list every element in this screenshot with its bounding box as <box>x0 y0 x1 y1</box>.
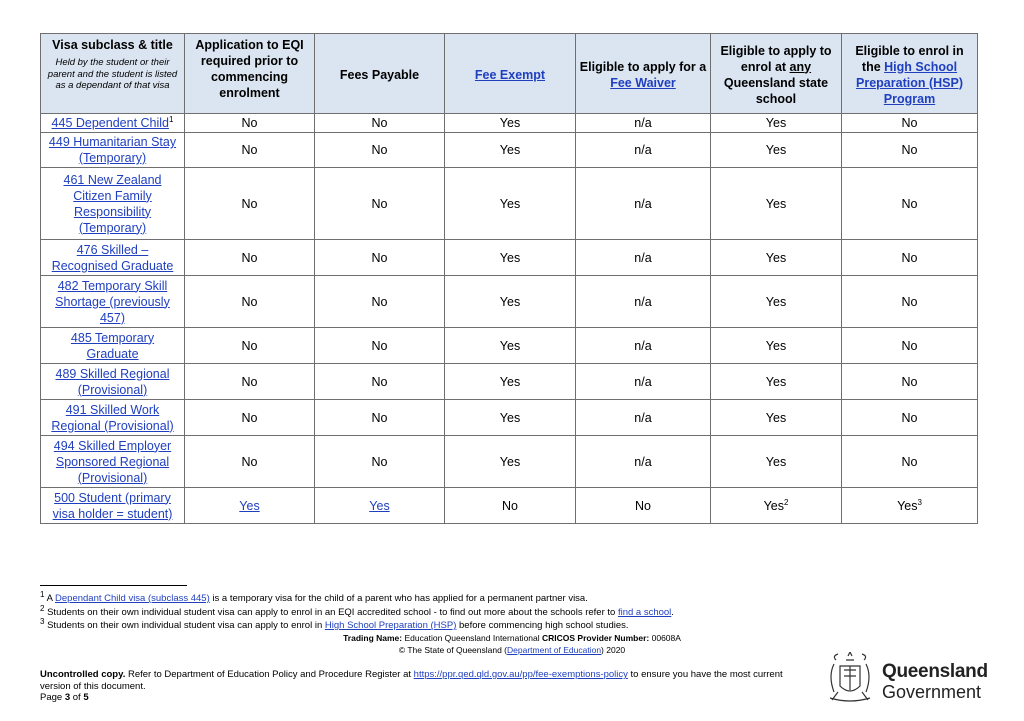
cell-exempt <box>445 364 576 400</box>
department-of-education-link[interactable]: Department of Education <box>507 645 602 655</box>
header-fee-waiver: Eligible to apply for a Fee Waiver <box>576 34 711 114</box>
cell-eqi-text: No <box>241 374 258 389</box>
cell-hsp-text: No <box>901 294 918 309</box>
cell-visa-subclass <box>41 240 185 276</box>
cell-fees-text: No <box>371 454 388 469</box>
cell-exempt-text: Yes <box>499 250 521 265</box>
cell-hsp <box>842 240 978 276</box>
cell-hsp <box>842 133 978 168</box>
cell-fees <box>315 400 445 436</box>
cell-visa-subclass <box>41 114 185 133</box>
cell-state-school <box>711 240 842 276</box>
cell-hsp-text: No <box>901 454 918 469</box>
cell-eqi <box>185 488 315 524</box>
cell-visa-subclass <box>41 276 185 328</box>
cell-exempt <box>445 488 576 524</box>
cell-eqi-text: No <box>241 454 258 469</box>
cell-waiver-text: No <box>635 498 651 513</box>
cell-fees-text: No <box>371 374 388 389</box>
logo-government: Government <box>882 682 982 702</box>
footnote-2: $^2$ Students on their own individual student visa can apply to enrol in an EQI accredited school - to find out more about the schools refer to find a school. <box>40 603 674 618</box>
find-a-school-link[interactable]: find a school <box>617 607 672 618</box>
cell-state-school <box>711 364 842 400</box>
cell-hsp-text: No <box>901 196 918 211</box>
table-row <box>41 133 978 168</box>
cell-exempt-text: Yes <box>499 294 521 309</box>
cell-fees-text: No <box>371 143 388 157</box>
cell-visa-subclass-text[interactable]: 500 Student (primary visa holder = student) <box>52 490 173 521</box>
header-state-school: Eligible to apply to enrol at any Queensland state school <box>711 34 842 114</box>
cell-waiver <box>576 114 711 133</box>
cell-state-school <box>711 488 842 524</box>
table-row <box>41 114 978 133</box>
cell-exempt-text: Yes <box>499 374 521 389</box>
cell-state-school <box>711 400 842 436</box>
cell-visa-subclass <box>41 364 185 400</box>
cell-state-school <box>711 133 842 168</box>
cell-fees <box>315 488 445 524</box>
table-body <box>41 114 978 524</box>
cell-exempt-text: Yes <box>499 143 521 157</box>
cell-hsp-text: No <box>901 374 918 389</box>
cell-fees-text: No <box>371 338 388 353</box>
cell-visa-subclass-text[interactable]: 482 Temporary Skill Shortage (previously 457) <box>55 278 170 325</box>
cell-hsp-text: No <box>901 338 918 353</box>
cell-exempt-text: No <box>502 498 518 513</box>
cell-eqi <box>185 114 315 133</box>
cell-hsp-text: No <box>901 410 918 425</box>
cell-eqi <box>185 168 315 240</box>
copyright-line: © The State of Queensland (Department of Education) 2020 <box>398 645 626 655</box>
cell-waiver-text: n/a <box>634 294 652 309</box>
cell-hsp-text: No <box>901 143 918 157</box>
cell-visa-subclass-text[interactable]: 489 Skilled Regional (Provisional) <box>55 366 170 397</box>
cell-waiver <box>576 328 711 364</box>
cell-waiver <box>576 133 711 168</box>
cell-hsp <box>842 436 978 488</box>
cell-state-school-text: Yes <box>765 374 787 389</box>
cell-eqi <box>185 364 315 400</box>
page-number: Page 3 of 5 <box>40 692 89 703</box>
cell-visa-subclass <box>41 436 185 488</box>
cell-state-school-text: Yes <box>765 116 787 130</box>
table-header-row <box>41 34 978 114</box>
cell-hsp-text: Yes <box>897 498 918 513</box>
cell-eqi-text[interactable]: Yes <box>239 498 260 513</box>
cell-exempt <box>445 276 576 328</box>
cell-waiver <box>576 168 711 240</box>
cell-visa-subclass <box>41 133 185 168</box>
cell-fees-text: No <box>371 196 388 211</box>
cell-exempt <box>445 114 576 133</box>
cell-eqi <box>185 436 315 488</box>
cell-visa-subclass <box>41 488 185 524</box>
cell-waiver <box>576 436 711 488</box>
cell-hsp-text: No <box>901 250 918 265</box>
cell-fees <box>315 114 445 133</box>
cell-state-school <box>711 436 842 488</box>
cell-visa-subclass-footnote-ref: 1 <box>169 114 174 124</box>
cell-waiver <box>576 364 711 400</box>
cell-visa-subclass-text[interactable]: 491 Skilled Work Regional (Provisional) <box>51 402 174 433</box>
cell-eqi <box>185 276 315 328</box>
table-row <box>41 168 978 240</box>
cell-eqi-text: No <box>241 250 258 265</box>
cell-eqi <box>185 133 315 168</box>
cell-exempt <box>445 240 576 276</box>
cell-waiver-text: n/a <box>634 338 652 353</box>
cell-waiver-text: n/a <box>634 143 652 157</box>
cell-fees <box>315 240 445 276</box>
cell-waiver-text: n/a <box>634 116 652 130</box>
policy-register-link[interactable]: https://ppr.qed.qld.gov.au/pp/fee-exemptions-policy <box>413 669 628 680</box>
table-row <box>41 436 978 488</box>
cell-fees <box>315 133 445 168</box>
header-visa-subtitle: Held by the student or their parent and the student is listed as a dependant of that visa <box>47 57 178 91</box>
cell-fees <box>315 168 445 240</box>
cell-fees <box>315 364 445 400</box>
header-visa-subclass: Visa subclass & title Held by the student or their parent and the student is listed as a dependant of that visa <box>41 34 185 114</box>
cell-exempt-text: Yes <box>499 116 521 130</box>
cell-state-school-text: Yes <box>765 294 787 309</box>
cell-exempt <box>445 400 576 436</box>
table-row <box>41 240 978 276</box>
cell-exempt-text: Yes <box>499 410 521 425</box>
hsp-footnote-link[interactable]: High School Preparation (HSP) <box>324 620 457 631</box>
header-hsp-program: Eligible to enrol in the High School Preparation (HSP) Program <box>842 34 978 114</box>
footnote-1: $^1$ A Dependant Child visa (subclass 445) is a temporary visa for the child of a parent who has applied for a permanent partner visa. <box>40 589 588 604</box>
cell-visa-subclass-text[interactable]: 476 Skilled – Recognised Graduate <box>51 242 174 273</box>
cell-eqi-text: No <box>241 294 258 309</box>
table-row <box>41 488 978 524</box>
cell-state-school <box>711 328 842 364</box>
cell-eqi <box>185 328 315 364</box>
header-fees-payable: Fees Payable <box>315 34 445 114</box>
cell-fees-text: No <box>371 116 388 130</box>
cell-visa-subclass <box>41 400 185 436</box>
cell-waiver-text: n/a <box>634 454 652 469</box>
table-row <box>41 328 978 364</box>
cell-waiver <box>576 240 711 276</box>
cell-fees <box>315 276 445 328</box>
cell-hsp <box>842 328 978 364</box>
cell-eqi <box>185 400 315 436</box>
cell-waiver-text: n/a <box>634 410 652 425</box>
cell-eqi-text: No <box>241 410 258 425</box>
cell-state-school <box>711 168 842 240</box>
cell-hsp <box>842 276 978 328</box>
cell-exempt <box>445 168 576 240</box>
cell-visa-subclass <box>41 328 185 364</box>
fee-waiver-link[interactable]: Fee Waiver <box>610 75 676 90</box>
cell-exempt <box>445 328 576 364</box>
cell-hsp <box>842 400 978 436</box>
cell-fees-text: No <box>371 250 388 265</box>
cell-hsp <box>842 488 978 524</box>
cell-waiver-text: n/a <box>634 250 652 265</box>
cell-visa-subclass-text[interactable]: 449 Humanitarian Stay (Temporary) <box>48 135 177 165</box>
header-fee-exempt <box>445 34 576 114</box>
queensland-coat-of-arms-icon <box>822 652 878 706</box>
dependant-child-visa-link[interactable]: Dependant Child visa (subclass 445) <box>55 593 210 604</box>
cell-visa-subclass-text[interactable]: 461 New Zealand Citizen Family Responsibility (Temporary) <box>63 172 162 235</box>
cell-waiver <box>576 400 711 436</box>
cell-fees <box>315 436 445 488</box>
cell-hsp <box>842 364 978 400</box>
cell-visa-subclass-text[interactable]: 445 Dependent Child <box>51 116 169 130</box>
visa-eligibility-table <box>40 33 978 524</box>
cell-state-school-text: Yes <box>763 498 784 513</box>
cell-state-school-text: Yes <box>765 250 787 265</box>
cell-exempt-text: Yes <box>499 196 521 211</box>
cell-visa-subclass <box>41 168 185 240</box>
cell-exempt <box>445 436 576 488</box>
trading-name-line: Trading Name: Education Queensland International CRICOS Provider Number: 00608A <box>343 633 681 643</box>
cell-fees-text: No <box>371 410 388 425</box>
cell-waiver-text: n/a <box>634 374 652 389</box>
logo-queensland: Queensland <box>882 661 988 682</box>
footnote-3: $^3$ Students on their own individual student visa can apply to enrol in High School Preparation (HSP) before commencing high school studies. <box>40 616 629 631</box>
cell-fees <box>315 328 445 364</box>
cell-exempt-text: Yes <box>499 454 521 469</box>
cell-eqi-text: No <box>241 143 258 157</box>
cell-state-school-text: Yes <box>765 196 787 211</box>
cell-exempt-text: Yes <box>499 338 521 353</box>
cell-eqi <box>185 240 315 276</box>
cell-exempt <box>445 133 576 168</box>
cell-visa-subclass-text[interactable]: 494 Skilled Employer Sponsored Regional (Provisional) <box>53 438 172 485</box>
cell-state-school-text: Yes <box>765 454 787 469</box>
cell-state-school <box>711 276 842 328</box>
uncontrolled-copy-notice: Uncontrolled copy. Refer to Department of Education Policy and Procedure Register at https://ppr.qed.qld.gov.au/pp/fee-exemptions-policy to ensure you have the most current version of this document. <box>40 669 783 692</box>
cell-fees-text: No <box>371 294 388 309</box>
hsp-program-link[interactable]: High School Preparation (HSP) Program <box>856 59 963 106</box>
cell-waiver <box>576 488 711 524</box>
header-eqi-application: Application to EQI required prior to commencing enrolment <box>185 34 315 114</box>
cell-state-school <box>711 114 842 133</box>
fee-exempt-link[interactable]: Fee Exempt <box>474 67 546 82</box>
footnote-divider <box>40 585 187 586</box>
cell-visa-subclass-text[interactable]: 485 Temporary Graduate <box>70 330 155 361</box>
cell-fees-text[interactable]: Yes <box>369 498 390 513</box>
cell-waiver-text: n/a <box>634 196 652 211</box>
cell-hsp-footnote-ref: 3 <box>917 497 922 507</box>
cell-state-school-footnote-ref: 2 <box>783 497 789 507</box>
cell-hsp-text: No <box>901 116 918 130</box>
any-link: any <box>789 59 812 74</box>
table-row <box>41 400 978 436</box>
cell-hsp <box>842 168 978 240</box>
table-row <box>41 276 978 328</box>
table-row <box>41 364 978 400</box>
cell-hsp <box>842 114 978 133</box>
cell-eqi-text: No <box>241 116 258 130</box>
cell-waiver <box>576 276 711 328</box>
cell-state-school-text: Yes <box>765 338 787 353</box>
cell-state-school-text: Yes <box>765 143 787 157</box>
cell-state-school-text: Yes <box>765 410 787 425</box>
cell-eqi-text: No <box>241 338 258 353</box>
cell-eqi-text: No <box>241 196 258 211</box>
